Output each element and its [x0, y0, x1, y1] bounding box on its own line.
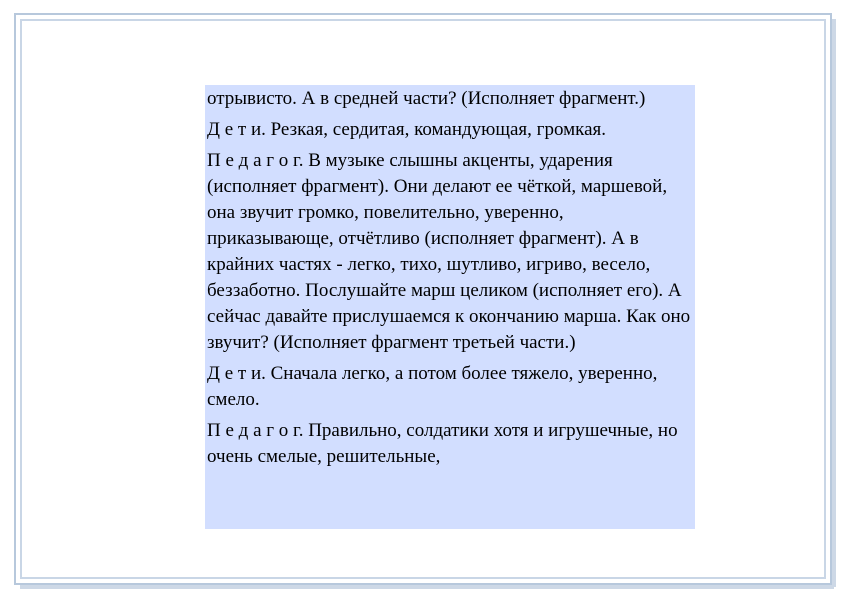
- paragraph-4: Д е т и. Сначала легко, а потом более тяжело, уверенно, смело.: [207, 363, 658, 410]
- paragraph-3: П е д а г о г. В музыке слышны акценты, ударения (исполняет фрагмент). Они делают ее чёткой, маршевой, она звучит громко, повелительно, уверенно, приказывающе, отчётливо (исполняет фрагмент). А в крайних частях - легко, тихо, шутливо, игриво, весело, беззаботно. Послушайте марш целиком (исполняет его). А сейчас давайте прислушаемся к окончанию марша. Как оно звучит? (Исполняет фрагмент третьей части.): [207, 150, 691, 353]
- paragraph-2: Д е т и. Резкая, сердитая, командующая, громкая.: [207, 119, 606, 140]
- highlighted-text-block: [205, 85, 695, 529]
- frame-shadow-bottom: [20, 585, 834, 589]
- paragraph-5: П е д а г о г. Правильно, солдатики хотя и игрушечные, но очень смелые, решительные,: [207, 420, 678, 467]
- frame-shadow-right: [832, 19, 836, 587]
- paragraph-1: отрывисто. А в средней части? (Исполняет фрагмент.): [207, 88, 646, 109]
